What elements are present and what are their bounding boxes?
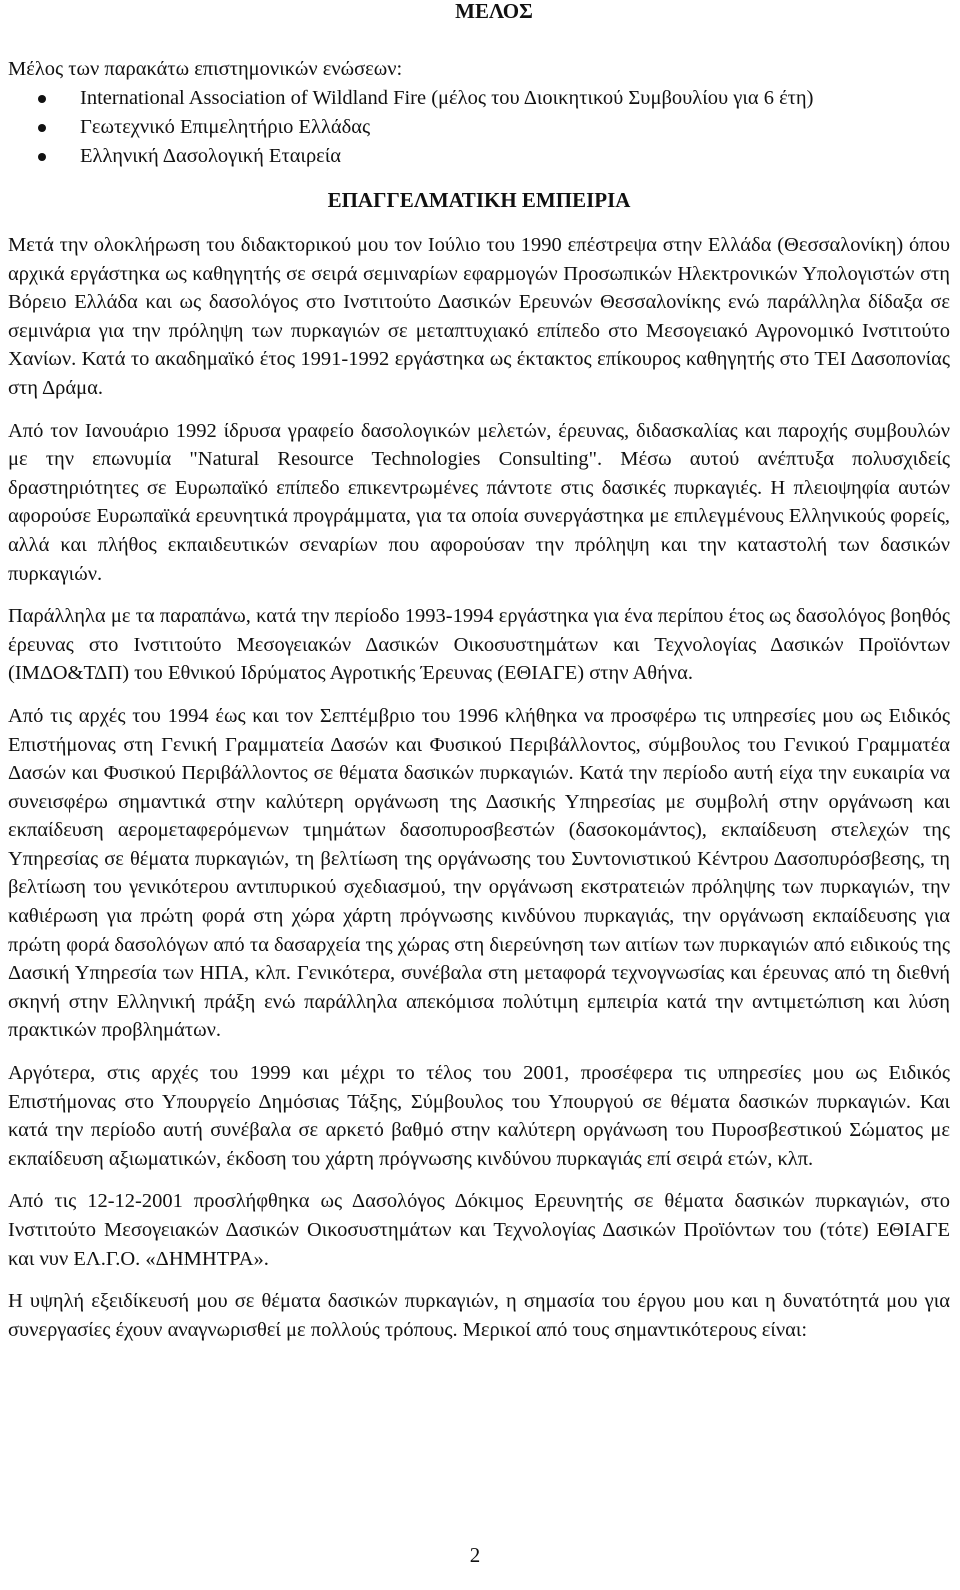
- list-item: [8, 84, 950, 113]
- paragraph: Αργότερα, στις αρχές του 1999 και μέχρι το τέλος του 2001, προσέφερα τις υπηρεσίες μου ως Ειδικός Επιστήμονας στο Υπουργείο Δημόσιας Τάξης, Σύμβουλος του Υπουργού σε θέματα δασικών πυρκαγιών. Και κατά την περίοδο αυτή συνέβαλα σε αρκετό βαθμό στην καλύτερη οργάνωση του Πυροσβεστικού Σώματος με εκπαίδευση αξιωματικών, έκδοση του χάρτη πρόγνωσης κινδύνου πυρκαγιάς επί σειρά ετών, κλπ.: [8, 1062, 950, 1170]
- document-page: [8, 0, 950, 1358]
- membership-list: [8, 84, 950, 171]
- bullet-icon: [38, 95, 46, 103]
- membership-item-text: International Association of Wildland Fire (μέλος του Διοικητικού Συμβουλίου για 6 έτη): [80, 87, 814, 109]
- paragraph: Από τις αρχές του 1994 έως και τον Σεπτέμβριο του 1996 κλήθηκα να προσφέρω τις υπηρεσίες μου ως Ειδικός Επιστήμονας στη Γενική Γραμματεία Δασών και Φυσικού Περιβάλλοντος, σύμβουλος του Γενικού Γραμματέα Δασών και Φυσικού Περιβάλλοντος σε θέματα δασικών πυρκαγιών. Κατά την περίοδο αυτή είχα την ευκαιρία να συνεισφέρω σημαντικά στην καλύτερη οργάνωση της Δασικής Υπηρεσίας με συμβολή στην οργάνωση και εκπαίδευση αερομεταφερόμενων τμημάτων δασοπυροσβεστών (δασοκομάντος), εκπαίδευση στελεχών της Υπηρεσίας σε θέματα πυρκαγιών, τη βελτίωση της οργάνωσης του Συντονιστικού Κέντρου Δασοπυρόσβεσης, τη βελτίωση του γενικότερου αντιπυρικού σχεδιασμού, την οργάνωση εκστρατειών πρόληψης των πυρκαγιών, την καθιέρωση για πρώτη φορά στη χώρα χάρτη πρόγνωσης κινδύνου πυρκαγιάς, την οργάνωση εκπαίδευσης για πρώτη φορά δασολόγων από τα δασαρχεία της χώρας στη διερεύνηση των αιτίων των πυρκαγιών από ειδικούς της Δασική Υπηρεσία των ΗΠΑ, κλπ. Γενικότερα, συνέβαλα στη μεταφορά τεχνογνωσίας και έρευνας από τη διεθνή σκηνή στην Ελληνική πράξη ενώ παράλληλα απεκόμισα πολύτιμη εμπειρία κατά την αντιμετώπιση και λύση πρακτικών προβλημάτων.: [8, 704, 950, 1042]
- section-title-experience: ΕΠΑΓΓΕΛΜΑΤΙΚΗ ΕΜΠΕΙΡΙΑ: [327, 188, 631, 212]
- list-item: [8, 113, 950, 142]
- page-number: 2: [469, 1543, 481, 1567]
- membership-item-text: Ελληνική Δασολογική Εταιρεία: [80, 145, 342, 167]
- bullet-icon: [38, 124, 46, 132]
- paragraph: Μετά την ολοκλήρωση του διδακτορικού μου τον Ιούλιο του 1990 επέστρεψα στην Ελλάδα (Θεσσαλονίκη) όπου αρχικά εργάστηκα ως καθηγητής σε σειρά σεμιναρίων εφαρμογών Προσωπικών Ηλεκτρονικών Υπολογιστών στη Βόρειο Ελλάδα και ως δασολόγος στο Ινστιτούτο Δασικών Ερευνών Θεσσαλονίκης ενώ παράλληλα δίδαξα σε σεμινάρια για την πρόληψη των πυρκαγιών σε μεταπτυχιακό επίπεδο στο Μεσογειακό Αγρονομικό Ινστιτούτο Χανίων. Κατά το ακαδημαϊκό έτος 1991-1992 εργάστηκα ως έκτακτος επίκουρος καθηγητής στο ΤΕΙ Δασοπονίας στη Δράμα.: [8, 234, 950, 399]
- paragraph: Η υψηλή εξειδίκευσή μου σε θέματα δασικών πυρκαγιών, η σημασία του έργου μου και η δυνατότητά μου για συνεργασίες έχουν αναγνωρισθεί με πολλούς τρόπους. Μερικοί από τους σημαντικότερους είναι:: [8, 1290, 950, 1341]
- paragraph: Από τον Ιανουάριο 1992 ίδρυσα γραφείο δασολογικών μελετών, έρευνας, διδασκαλίας και παροχής συμβουλών με την επωνυμία "Natural Resource Technologies Consulting". Μέσω αυτού ανέπτυξα πολυσχιδείς δραστηριότητες σε Ευρωπαϊκό επίπεδο επικεντρωμένες πάντοτε στις δασικές πυρκαγιές. Η πλειοψηφία αυτών αφορούσε Ευρωπαϊκά ερευνητικά προγράμματα, για τα οποία συνεργάστηκα με επιλεγμένους Ελληνικούς φορείς, αλλά και πλήθος εκπαιδευτικών σεναρίων που αφορούσαν την πρόληψη και την καταστολή των δασικών πυρκαγιών.: [8, 419, 950, 585]
- paragraph: Παράλληλα με τα παραπάνω, κατά την περίοδο 1993-1994 εργάστηκα για ένα περίπου έτος ως δασολόγος βοηθός έρευνας στο Ινστιτούτο Μεσογειακών Δασικών Οικοσυστημάτων και Τεχνολογίας Δασικών Προϊόντων (ΙΜΔΟ&ΤΔΠ) του Εθνικού Ιδρύματος Αγροτικής Έρευνας (ΕΘΙΑΓΕ) στην Αθήνα.: [8, 605, 950, 685]
- bullet-icon: [38, 153, 46, 161]
- paragraph: Από τις 12-12-2001 προσλήφθηκα ως Δασολόγος Δόκιμος Ερευνητής σε θέματα δασικών πυρκαγιών, στο Ινστιτούτο Μεσογειακών Δασικών Οικοσυστημάτων και Τεχνολογίας Δασικών Προϊόντων του (τότε) ΕΘΙΑΓΕ και νυν ΕΛ.Γ.Ο. «ΔΗΜΗΤΡΑ».: [8, 1190, 950, 1270]
- list-item: [8, 142, 950, 171]
- section-title-membership: ΜΕΛΟΣ: [455, 0, 533, 23]
- membership-item-text: Γεωτεχνικό Επιμελητήριο Ελλάδας: [80, 116, 371, 138]
- membership-intro: Μέλος των παρακάτω επιστημονικών ενώσεων:: [8, 58, 403, 80]
